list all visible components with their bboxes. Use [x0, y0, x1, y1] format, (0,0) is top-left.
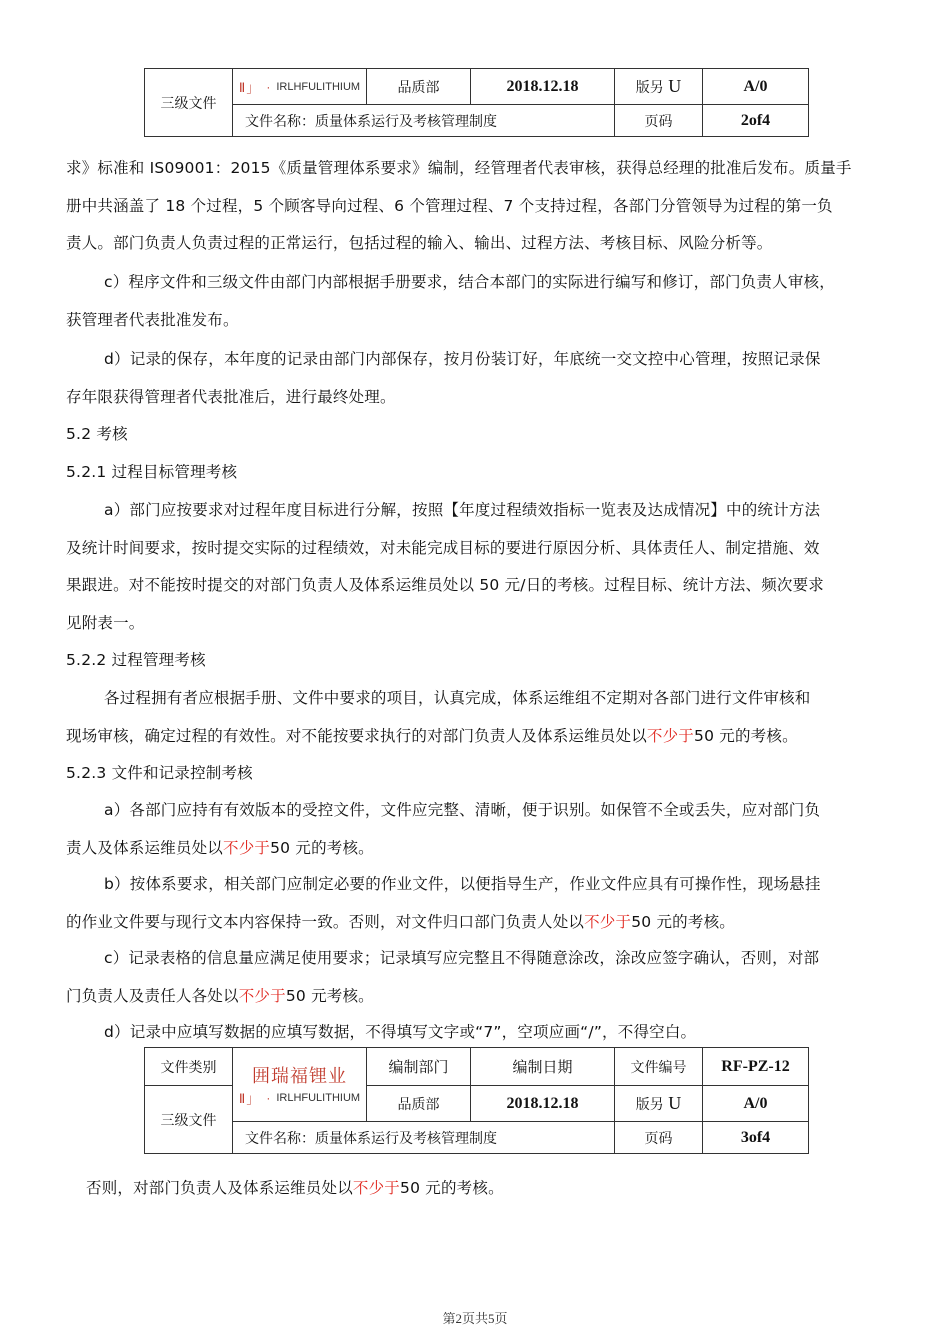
text-line: 责人。部门负责人负责过程的正常运行，包括过程的输入、输出、过程方法、考核目标、风险分析等。 [66, 234, 773, 252]
date-cell: 2018.12.18 [471, 69, 615, 105]
paragraph-procedure-documents [66, 264, 892, 339]
text-line: 获管理者代表批准发布。 [66, 310, 239, 329]
logo-english-text: IRLHFULITHIUM [276, 80, 361, 93]
text-segment: 责人及体系运维员处以 [66, 838, 224, 857]
company-logo [233, 1048, 367, 1122]
version-cell: A/0 [703, 1086, 809, 1122]
text-line: a）部门应按要求对过程年度目标进行分解，按照【年度过程绩效指标一览表及达成情况】中的统计方法 [104, 501, 821, 519]
text-line: d）记录中应填写数据的应填写数据，不得填写文字或“7”，空项应画“/”，不得空白。 [104, 1023, 697, 1041]
heading-5-2 [66, 416, 892, 454]
file-name-cell: 文件名称：质量体系运行及考核管理制度 [233, 105, 615, 137]
version-label-cell [615, 1086, 703, 1122]
header-table-page-2 [144, 68, 809, 137]
text-line: 见附表一。 [66, 613, 145, 632]
date-label-cell: 编制日期 [471, 1048, 615, 1086]
section-heading: 5.2.1 过程目标管理考核 [66, 463, 238, 481]
text-line [66, 978, 892, 1016]
page-label-cell: 页码 [615, 105, 703, 137]
text-segment: 50 元的考核。 [694, 726, 798, 745]
text-line: 各过程拥有者应根据手册、文件中要求的项目，认真完成，体系运维组不定期对各部门进行文件审核和 [104, 689, 811, 707]
text-line: b）按体系要求，相关部门应制定必要的作业文件，以便指导生产，作业文件应具有可操作性，现场悬挂 [104, 875, 821, 893]
paragraph-otherwise [86, 1170, 912, 1208]
text-line: a）各部门应持有有效版本的受控文件，文件应完整、清晰，便于识别。如保管不全或丢失，应对部门负 [104, 801, 821, 819]
text-segment: 现场审核，确定过程的有效性。对不能按要求执行的对部门负责人及体系运维员处以 [66, 726, 647, 745]
version-label-cell [615, 69, 703, 105]
company-logo [233, 69, 367, 105]
department-cell: 品质部 [367, 1086, 471, 1122]
highlight-not-less-than: 不少于 [584, 912, 632, 931]
section-heading: 5.2 考核 [66, 425, 128, 443]
file-level-cell: 三级文件 [145, 1086, 233, 1154]
version-label-glyph: U [668, 76, 682, 96]
text-line: c）程序文件和三级文件由部门内部根据手册要求，结合本部门的实际进行编写和修订，部门负责人审核， [104, 273, 835, 291]
text-line [66, 904, 892, 942]
section-heading: 5.2.2 过程管理考核 [66, 651, 206, 669]
paragraph-controlled-documents [66, 792, 892, 867]
text-line: 及统计时间要求，按时提交实际的过程绩效，对未能完成目标的要进行原因分析、具体责任人、制定措施、效 [66, 538, 820, 557]
text-segment: 50 元的考核。 [400, 1179, 504, 1197]
text-line: 册中共涵盖了 18 个过程，5 个顾客导向过程、6 个管理过程、7 个支持过程，各部门分管领导为过程的第一负 [66, 196, 833, 215]
paragraph-record-keeping [66, 341, 892, 416]
dept-label-cell: 编制部门 [367, 1048, 471, 1086]
text-segment: 50 元考核。 [285, 986, 374, 1005]
heading-5-2-1 [66, 454, 892, 492]
text-segment: 的作业文件要与现行文本内容保持一致。否则，对文件归口部门负责人处以 [66, 912, 585, 931]
file-level-cell: 三级文件 [145, 69, 233, 137]
text-line: 果跟进。对不能按时提交的对部门负责人及体系运维员处以 50 元/日的考核。过程目标、统计方法、频次要求 [66, 576, 825, 594]
heading-5-2-2 [66, 642, 892, 680]
paragraph-record-data [66, 1014, 892, 1052]
logo-dot: · [266, 79, 271, 94]
paragraph-quality-manual [66, 150, 892, 263]
paragraph-record-forms [66, 940, 892, 1015]
department-cell: 品质部 [367, 69, 471, 105]
logo-mark: Ⅱ」 [238, 1091, 261, 1106]
text-line [66, 830, 892, 868]
page-label-cell: 页码 [615, 1122, 703, 1154]
paragraph-work-documents [66, 866, 892, 941]
page-number-cell: 2of4 [703, 105, 809, 137]
section-heading: 5.2.3 文件和记录控制考核 [66, 764, 253, 782]
text-segment: 否则，对部门负责人及体系运维员处以 [86, 1179, 353, 1197]
version-cell: A/0 [703, 69, 809, 105]
text-line [86, 1170, 912, 1208]
highlight-not-less-than: 不少于 [238, 986, 286, 1005]
text-segment: 50 元的考核。 [270, 838, 374, 857]
logo-chinese-text: 囲瑞福锂业 [252, 1066, 347, 1087]
page-number-cell: 3of4 [703, 1122, 809, 1154]
logo-mark: Ⅱ」 [238, 80, 261, 95]
highlight-not-less-than: 不少于 [646, 726, 695, 745]
logo-english-text: IRLHFULITHIUM [276, 1091, 361, 1104]
text-segment: 50 元的考核。 [631, 912, 735, 931]
text-line: 求》标准和 IS09001：2015《质量管理体系要求》编制，经管理者代表审核，获得总经理的批准后发布。质量手 [66, 159, 852, 177]
heading-5-2-3 [66, 755, 892, 793]
version-label: 版另 [635, 1097, 664, 1113]
logo-dot: · [266, 1090, 271, 1105]
header-table-page-3 [144, 1047, 809, 1154]
text-line [66, 718, 892, 756]
text-line: d）记录的保存，本年度的记录由部门内部保存，按月份装订好，年底统一交文控中心管理，按照记录保 [104, 350, 821, 368]
text-line: 存年限获得管理者代表批准后，进行最终处理。 [66, 387, 396, 406]
file-name-cell: 文件名称：质量体系运行及考核管理制度 [233, 1122, 615, 1154]
file-number-label-cell: 文件编号 [615, 1048, 703, 1086]
version-label: 版另 [635, 80, 664, 96]
text-segment: 门负责人及责任人各处以 [66, 986, 239, 1005]
highlight-not-less-than: 不少于 [223, 838, 271, 857]
file-number-cell: RF-PZ-12 [703, 1048, 809, 1086]
file-type-label-cell: 文件类别 [145, 1048, 233, 1086]
paragraph-process-management [66, 680, 892, 755]
version-label-glyph: U [668, 1093, 682, 1113]
page-footer: 第2页共5页 [442, 1311, 508, 1326]
paragraph-process-target [66, 492, 892, 642]
text-line: c）记录表格的信息量应满足使用要求；记录填写应完整且不得随意涂改，涂改应签字确认，否则，对部 [104, 949, 820, 967]
highlight-not-less-than: 不少于 [352, 1179, 401, 1197]
date-cell: 2018.12.18 [471, 1086, 615, 1122]
